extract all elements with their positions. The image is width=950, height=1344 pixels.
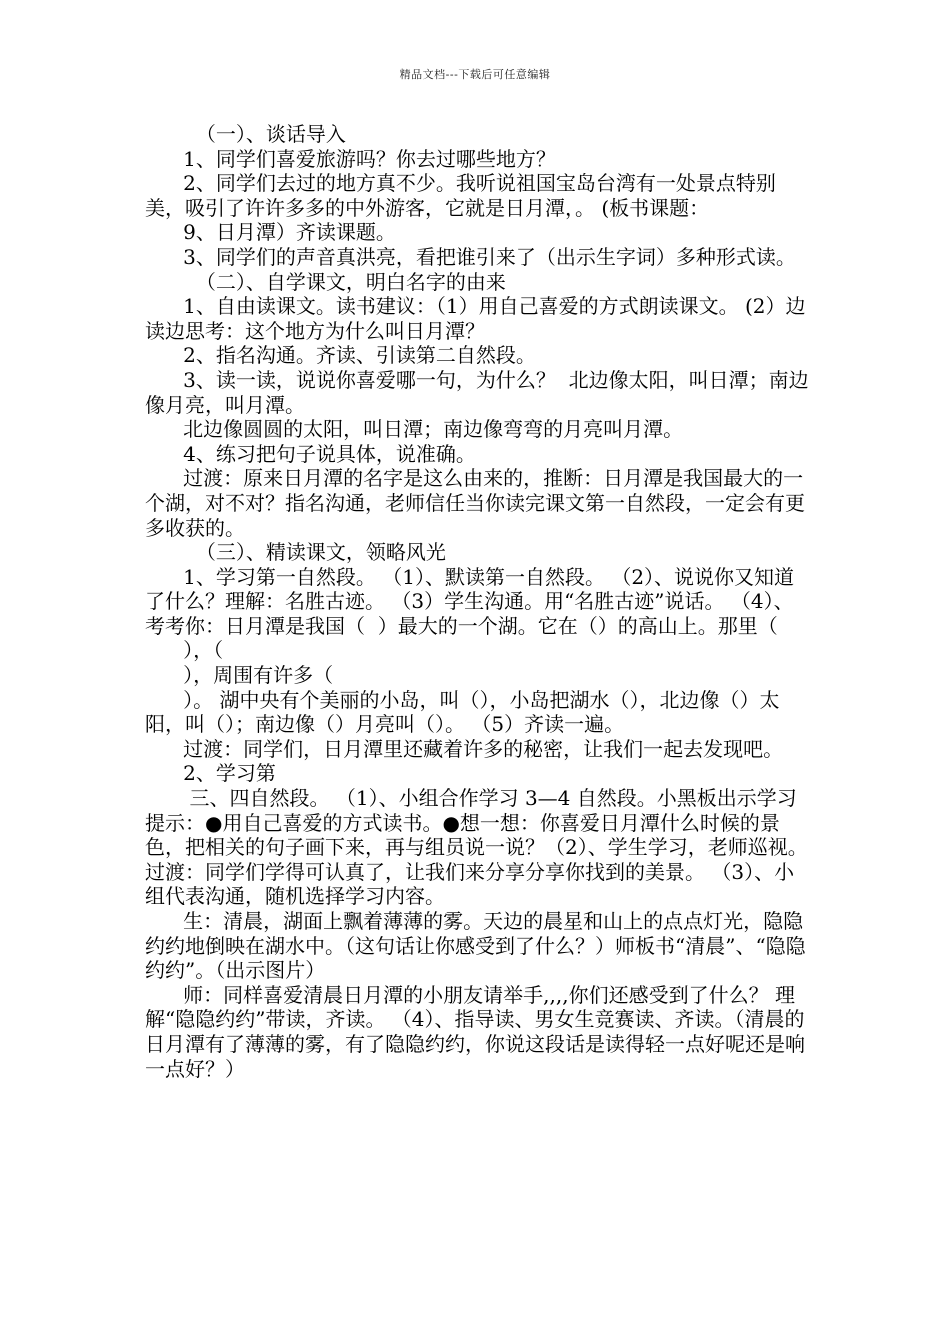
paragraph: ），周围有许多（ [145,663,334,688]
paragraph: 三、四自然段。 （1）、小组合作学习 3—4 自然段。小黑板出示学习提示：●用自己喜爱的方式读书。●想一想：你喜爱日月潭什么时候的景色，把相关的句子画下来，再与组员说一说？（2）、学生学习，老师巡视。 过渡：同学们学得可认真了，让我们来分享分享你找到的美景。 （3）、小组代表沟通，随机选择学习内容。 [145,786,815,909]
paragraph: 过渡：同学们，日月潭里还藏着许多的秘密，让我们一起去发现吧。 [145,736,784,761]
document-body [145,122,813,1081]
paragraph: 1、自由读课文。读书建议：（1）用自己喜爱的方式朗读课文。 (2）边读边思考：这个地方为什么叫日月潭？ [145,294,806,343]
paragraph: 1、学习第一自然段。 （1）、默读第一自然段。 （2）、说说你又知道了什么？理解：名胜古迹。 （3）学生沟通。用“名胜古迹”说话。 （4）、考考你：日月潭是我国（ ）最大的一个湖。它在（）的高山上。那里（ [145,564,795,638]
paragraph: 3、同学们的声音真洪亮，看把谁引来了（出示生字词）多种形式读。 [145,244,796,269]
paragraph: ），（ [145,638,224,663]
paragraph: ）。 湖中央有个美丽的小岛，叫（），小岛把湖水（），北边像（）太阳，叫（）；南边像（）月亮叫（）。 （5）齐读一遍。 [145,687,780,737]
paragraph: 2、指名沟通。齐读、引读第二自然段。 [145,343,536,368]
paragraph: 4、练习把句子说具体，说准确。 [145,441,476,466]
paragraph: 3、读一读，说说你喜爱哪一句，为什么？ 北边像太阳，叫日潭；南边像月亮，叫月潭。 [145,367,809,417]
section-heading: （一）、谈话导入 [145,122,346,146]
section-heading: （二）、自学课文，明白名字的由来 [145,269,506,294]
section-heading: （三）、精读课文，领略风光 [145,540,446,565]
paragraph: 2、同学们去过的地方真不少。我听说祖国宝岛台湾有一处景点特别美，吸引了许许多多的中外游客，它就是日月潭，。 (板书课题： [145,171,776,220]
paragraph: 1、同学们喜爱旅游吗？你去过哪些地方？ [145,146,556,171]
paragraph: 北边像圆圆的太阳，叫日潭；南边像弯弯的月亮叫月潭。 [145,417,684,442]
paragraph: 9、日月潭）齐读课题。 [145,220,396,245]
page-header: 精品文档---下载后可任意编辑 [399,68,551,81]
paragraph: 2、学习第 [145,761,276,786]
paragraph: 过渡：原来日月潭的名字是这么由来的，推断：日月潭是我国最大的一个湖，对不对？指名沟通，老师信任当你读完课文第一自然段，一定会有更多收获的。 [145,466,805,540]
paragraph: 生：清晨，湖面上飘着薄薄的雾。天边的晨星和山上的点点灯光，隐隐约约地倒映在湖水中。（这句话让你感受到了什么？）师板书“清晨”、“隐隐约约”。（出示图片） [145,909,806,983]
paragraph: 师：同样喜爱清晨日月潭的小朋友请举手,,,,你们还感受到了什么？ 理解“隐隐约约”带读，齐读。 （4）、指导读、男女生竞赛读、齐读。（清晨的日月潭有了薄薄的雾，有了隐隐约约，你说这段话是读得轻一点好呢还是响一点好？） [145,982,805,1081]
